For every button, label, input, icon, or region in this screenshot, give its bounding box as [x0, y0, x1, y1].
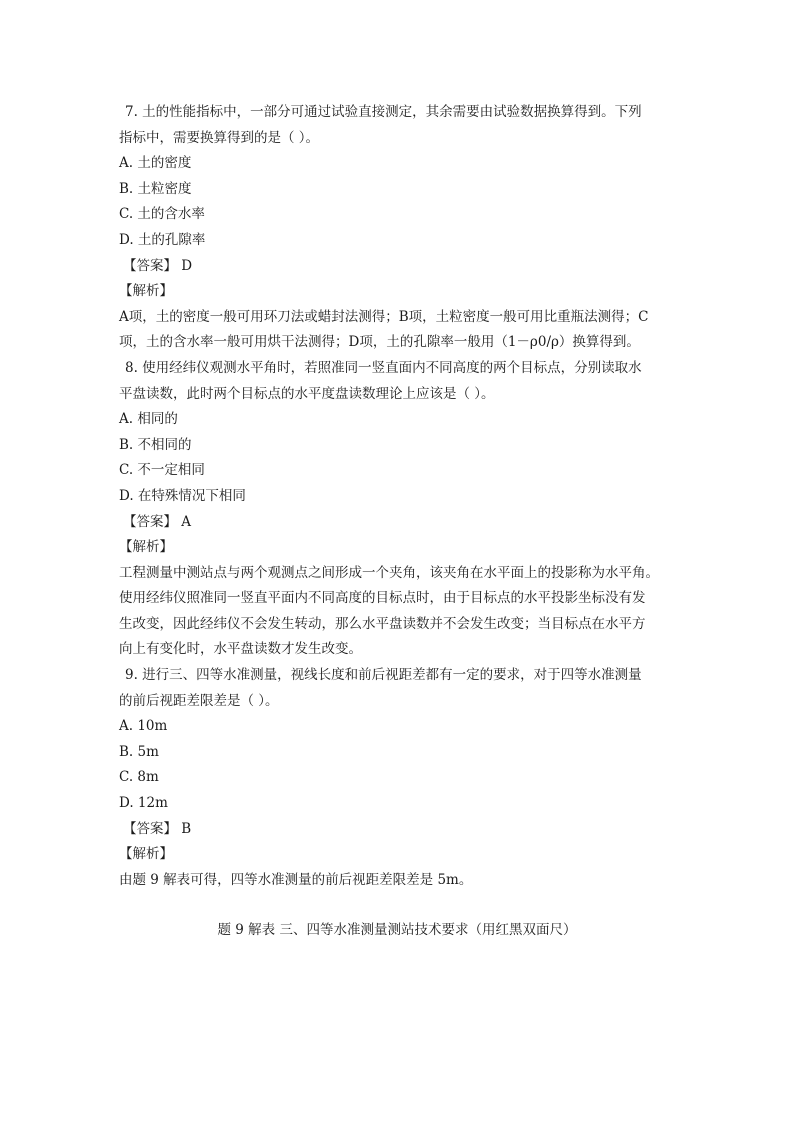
q8-stem-line-1: 8. 使用经纬仪观测水平角时，若照准同一竖直面内不同高度的两个目标点，分别读取水: [125, 359, 642, 376]
q7-stem-line-1: 7. 土的性能指标中，一部分可通过试验直接测定，其余需要由试验数据换算得到。下列: [125, 104, 642, 120]
q7-answer: 【答案】 D: [123, 257, 193, 274]
table-caption: 题 9 解表 三、四等水准测量测站技术要求（用红黑双面尺）: [217, 922, 577, 938]
q9-option-a: A. 10m: [119, 718, 168, 735]
q9-answer: 【答案】 B: [123, 820, 192, 837]
q7-analysis-line-1: A项，土的密度一般可用环刀法或蜡封法测得；B项，土粒密度一般可用比重瓶法测得；C: [119, 308, 649, 325]
q9-option-c: C. 8m: [119, 769, 159, 786]
q7-option-d: D. 土的孔隙率: [119, 231, 206, 248]
q8-option-b: B. 不相同的: [119, 436, 192, 453]
q8-option-c: C. 不一定相同: [119, 462, 205, 479]
q7-option-a: A. 土的密度: [119, 155, 192, 172]
q9-stem-line-2: 的前后视距差限差是（ ）。: [119, 692, 279, 709]
q8-analysis-line-2: 使用经纬仪照准同一竖直平面内不同高度的目标点时，由于目标点的水平投影坐标没有发: [119, 590, 646, 607]
q7-option-b: B. 土粒密度: [119, 180, 192, 197]
q9-stem-line-1: 9. 进行三、四等水准测量，视线长度和前后视距差都有一定的要求，对于四等水准测量: [125, 667, 642, 684]
q7-option-c: C. 土的含水率: [119, 206, 205, 223]
q9-option-d: D. 12m: [119, 795, 168, 812]
q7-analysis-label: 【解析】: [119, 283, 173, 300]
q9-analysis-label: 【解析】: [119, 846, 173, 863]
q8-option-a: A. 相同的: [119, 411, 178, 428]
q8-analysis-line-4: 向上有变化时，水平盘读数才发生改变。: [119, 641, 362, 658]
q8-option-d: D. 在特殊情况下相同: [119, 487, 246, 504]
q7-analysis-line-2: 项，土的含水率一般可用烘干法测得；D项，土的孔隙率一般用（1－ρ0/ρ）换算得到。: [119, 334, 640, 351]
q8-analysis-label: 【解析】: [119, 539, 173, 556]
q8-stem-line-2: 平盘读数，此时两个目标点的水平度盘读数理论上应该是（ ）。: [119, 385, 495, 402]
q8-analysis-line-3: 生改变，因此经纬仪不会发生转动，那么水平盘读数并不会发生改变；当目标点在水平方: [119, 615, 646, 632]
q9-analysis-line-1: 由题 9 解表可得，四等水准测量的前后视距差限差是 5m。: [119, 871, 473, 888]
q8-analysis-line-1: 工程测量中测站点与两个观测点之间形成一个夹角，该夹角在水平面上的投影称为水平角。: [119, 564, 659, 581]
q7-stem-line-2: 指标中，需要换算得到的是（ ）。: [119, 129, 320, 146]
q9-option-b: B. 5m: [119, 743, 159, 760]
document-body: [119, 100, 679, 893]
q8-answer: 【答案】 A: [123, 513, 192, 530]
